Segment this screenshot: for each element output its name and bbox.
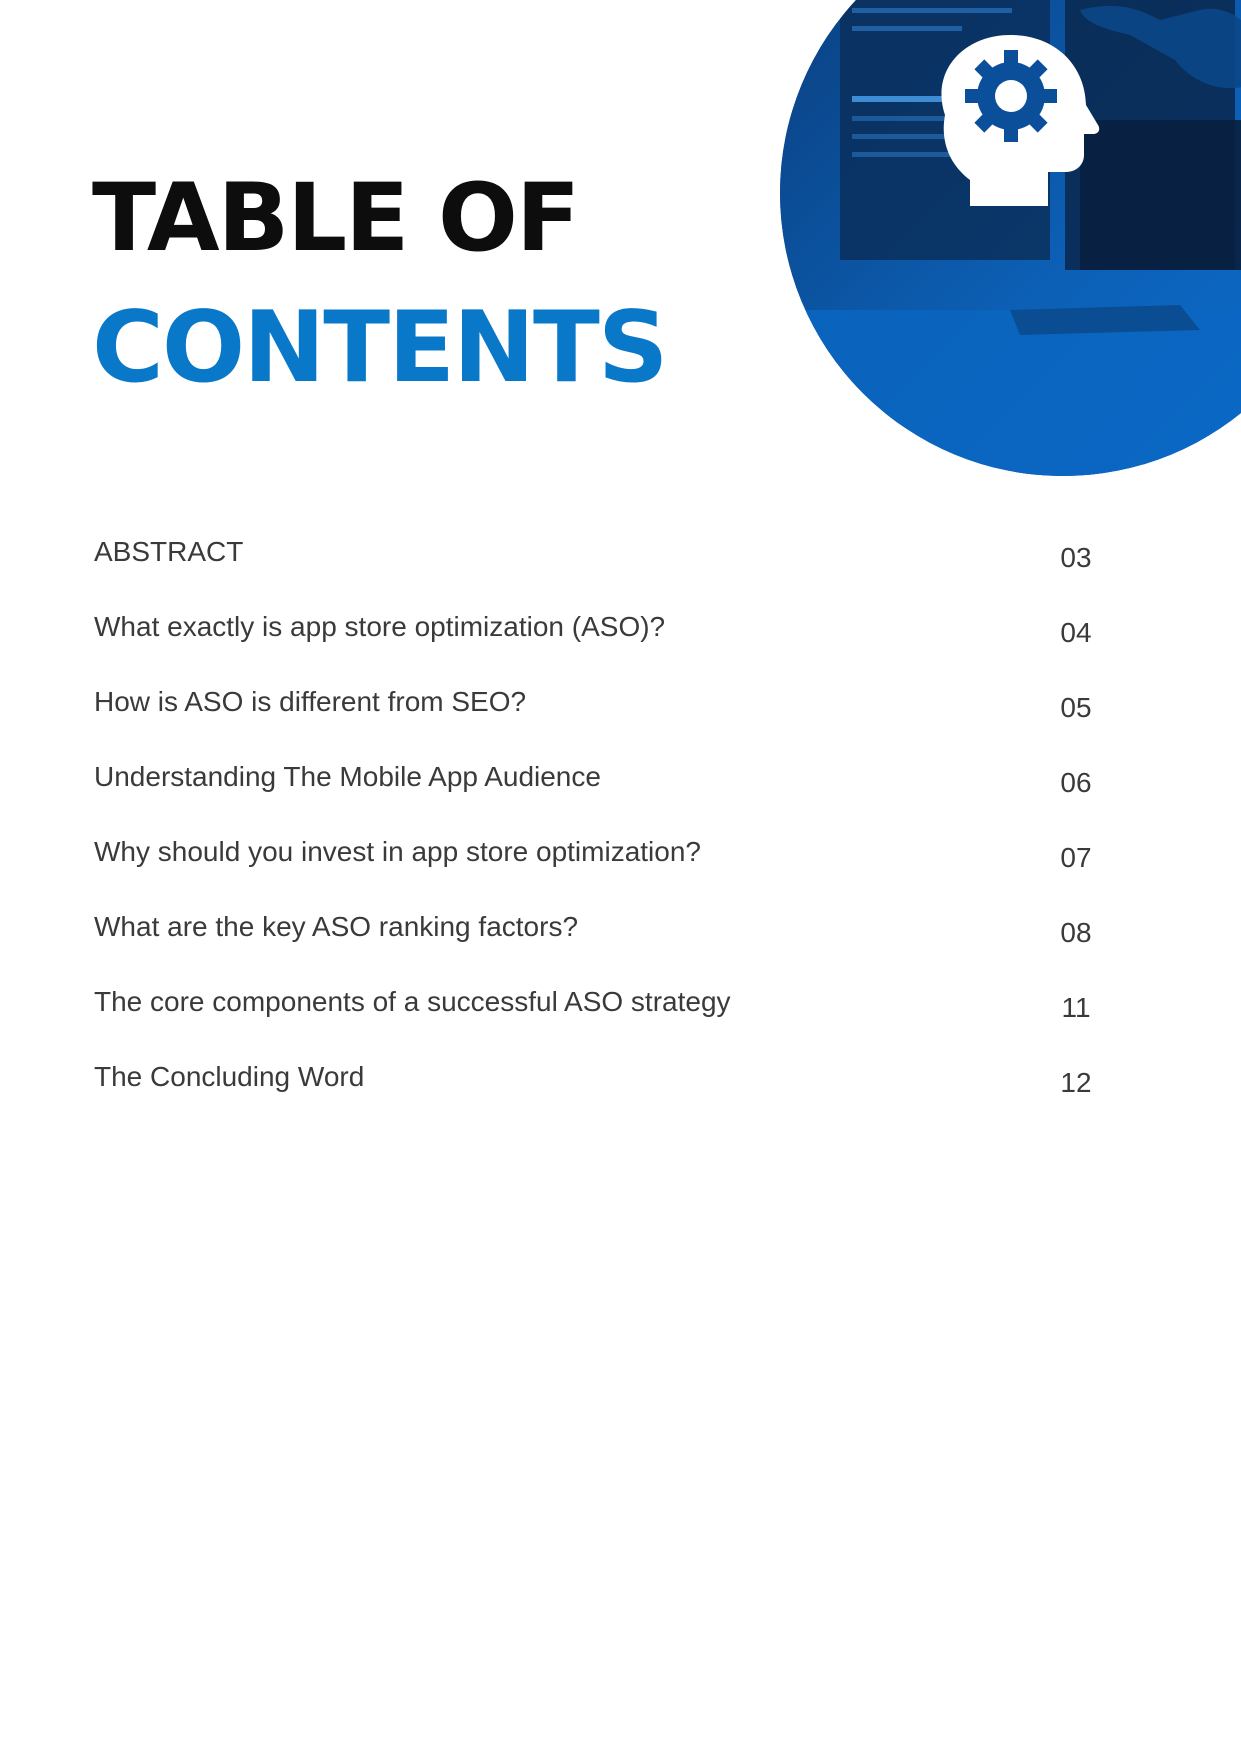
toc-item-page: 11 — [1061, 992, 1091, 1023]
toc-item-page: 06 — [1060, 767, 1092, 798]
page-title — [92, 164, 667, 405]
hero-image-illustration — [780, 0, 1241, 476]
title-line-2: CONTENTS — [92, 291, 667, 405]
title-line-1: TABLE OF — [92, 164, 579, 273]
toc-item[interactable] — [94, 686, 1106, 761]
toc-item[interactable] — [94, 611, 1106, 686]
toc-item-label: Why should you invest in app store optimization? — [94, 836, 701, 867]
toc-item[interactable] — [94, 1061, 1106, 1136]
toc-item-label: Understanding The Mobile App Audience — [94, 761, 601, 792]
toc-item[interactable] — [94, 911, 1106, 986]
toc-item[interactable] — [94, 536, 1106, 611]
toc-item[interactable] — [94, 986, 1106, 1061]
toc-item-page: 05 — [1060, 692, 1092, 723]
toc-item-page: 07 — [1060, 842, 1092, 873]
toc-item-label: The Concluding Word — [94, 1061, 365, 1092]
hero-image — [780, 0, 1241, 476]
toc-item-page: 04 — [1060, 617, 1092, 648]
toc-item[interactable] — [94, 761, 1106, 836]
toc-item-label: ABSTRACT — [94, 536, 244, 567]
toc-item-page: 03 — [1060, 542, 1092, 573]
toc-item-page: 12 — [1060, 1067, 1092, 1098]
toc-item-label: The core components of a successful ASO strategy — [94, 986, 731, 1017]
table-of-contents — [94, 536, 1106, 1136]
toc-item-label: What exactly is app store optimization (ASO)? — [94, 611, 666, 642]
toc-item[interactable] — [94, 836, 1106, 911]
toc-item-page: 08 — [1060, 917, 1092, 948]
toc-item-label: What are the key ASO ranking factors? — [94, 911, 579, 942]
toc-item-label: How is ASO is different from SEO? — [94, 686, 527, 717]
